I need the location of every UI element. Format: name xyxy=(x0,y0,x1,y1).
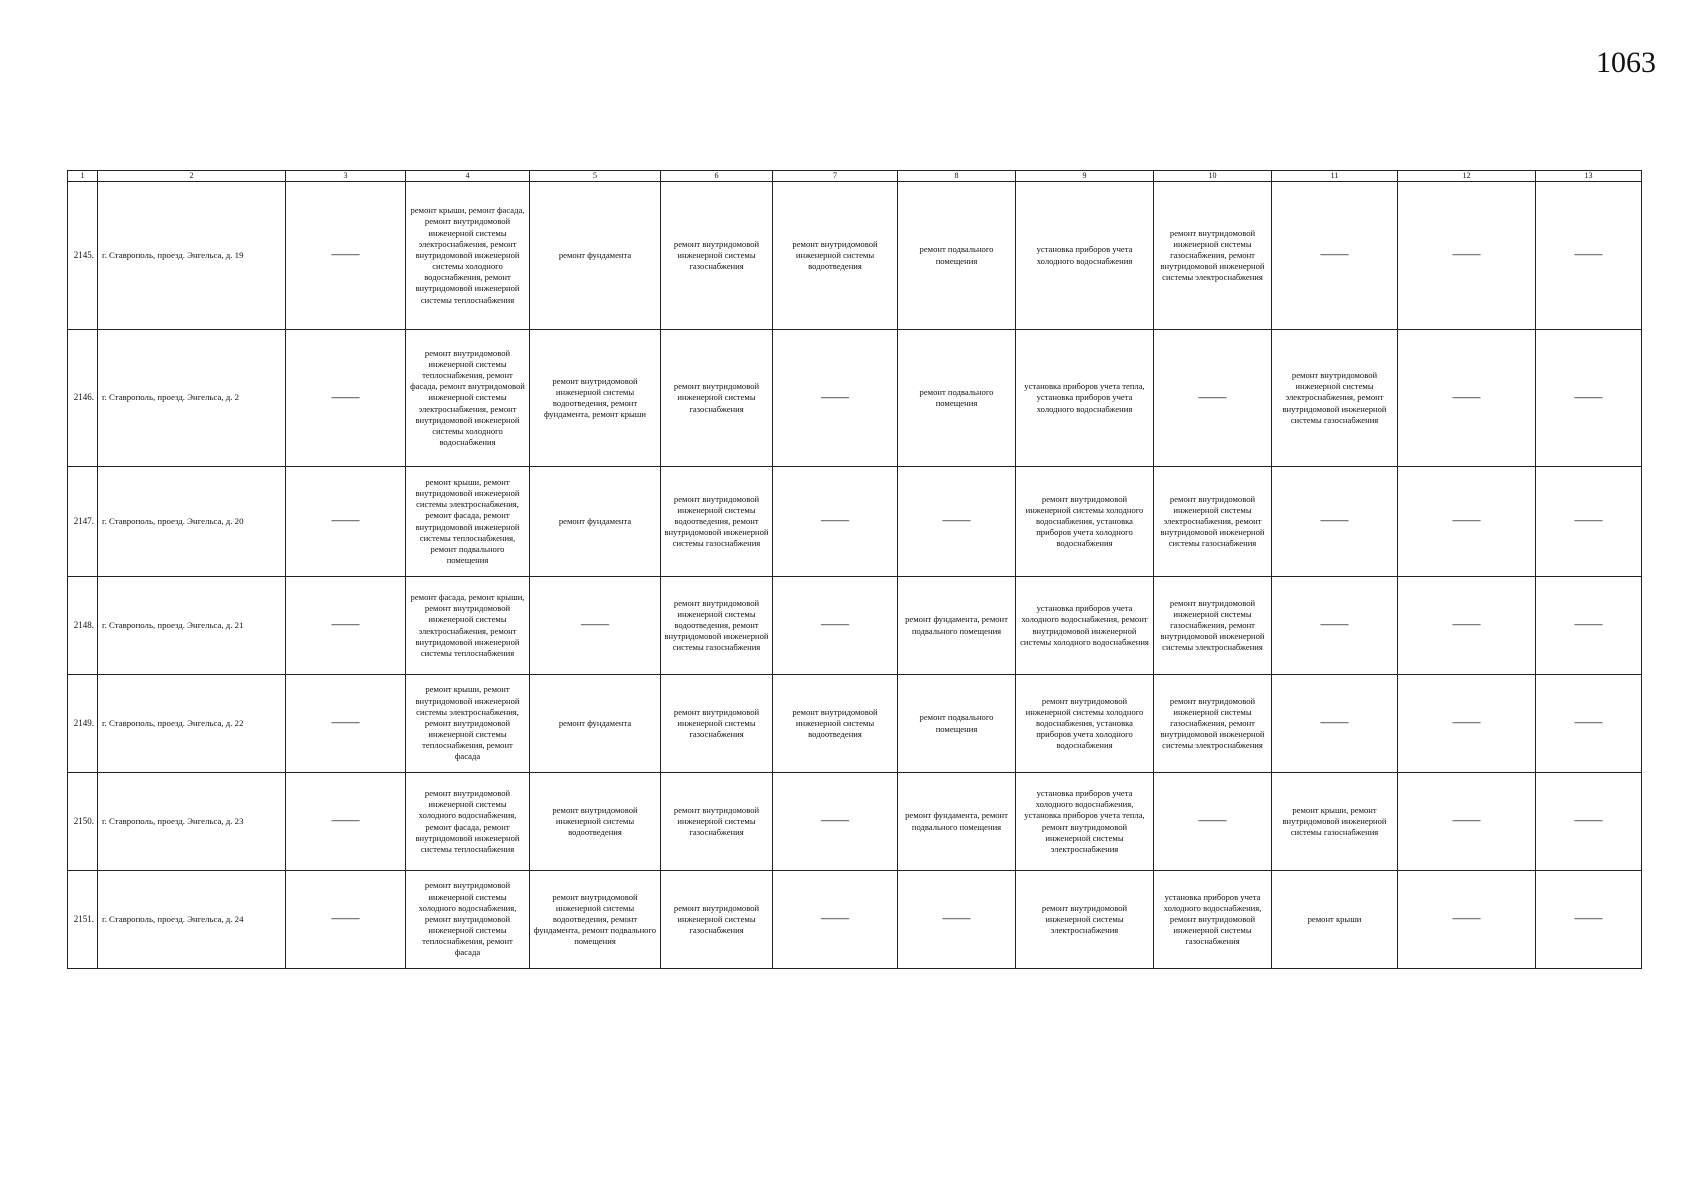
empty-dash-cell: —— xyxy=(1154,773,1272,871)
table-cell: ремонт внутридомовой инженерной системы газоснабжения, ремонт внутридомовой инженерной системы электроснабжения xyxy=(1154,182,1272,330)
table-cell: ремонт фундамента xyxy=(530,675,661,773)
column-header: 12 xyxy=(1398,171,1536,182)
table-cell: установка приборов учета холодного водоснабжения, ремонт внутридомовой инженерной системы холодного водоснабжения xyxy=(1016,577,1154,675)
table-row xyxy=(68,773,1642,871)
empty-dash-cell: —— xyxy=(286,577,406,675)
empty-dash-cell: —— xyxy=(286,330,406,467)
column-header: 8 xyxy=(898,171,1016,182)
table-cell: ремонт внутридомовой инженерной системы электроснабжения, ремонт внутридомовой инженерной системы газоснабжения xyxy=(1154,467,1272,577)
table-cell: ремонт внутридомовой инженерной системы газоснабжения xyxy=(661,871,773,969)
table-cell: ремонт внутридомовой инженерной системы теплоснабжения, ремонт фасада, ремонт внутридомовой инженерной системы электроснабжения, ремонт внутридомовой инженерной системы холодного водоснабжения xyxy=(406,330,530,467)
table-row xyxy=(68,871,1642,969)
table-cell: ремонт внутридомовой инженерной системы газоснабжения xyxy=(661,330,773,467)
empty-dash-cell: —— xyxy=(1398,330,1536,467)
empty-dash-cell: —— xyxy=(1398,675,1536,773)
empty-dash-cell: —— xyxy=(898,467,1016,577)
empty-dash-cell: —— xyxy=(1272,182,1398,330)
row-number-cell: 2149. xyxy=(68,675,98,773)
table-cell: ремонт внутридомовой инженерной системы электроснабжения xyxy=(1016,871,1154,969)
empty-dash-cell: —— xyxy=(1398,577,1536,675)
table-row xyxy=(68,182,1642,330)
table-cell: ремонт внутридомовой инженерной системы холодного водоснабжения, установка приборов учета холодного водоснабжения xyxy=(1016,675,1154,773)
empty-dash-cell: —— xyxy=(773,871,898,969)
empty-dash-cell: —— xyxy=(286,467,406,577)
table-cell: установка приборов учета холодного водоснабжения, ремонт внутридомовой инженерной системы газоснабжения xyxy=(1154,871,1272,969)
table-cell: ремонт фундамента, ремонт подвального помещения xyxy=(898,773,1016,871)
row-number-cell: 2147. xyxy=(68,467,98,577)
empty-dash-cell: —— xyxy=(1398,871,1536,969)
empty-dash-cell: —— xyxy=(898,871,1016,969)
empty-dash-cell: —— xyxy=(286,675,406,773)
table-cell: ремонт внутридомовой инженерной системы водоотведения, ремонт фундамента, ремонт крыши xyxy=(530,330,661,467)
column-header: 10 xyxy=(1154,171,1272,182)
column-header: 9 xyxy=(1016,171,1154,182)
capital-repair-schedule-table xyxy=(67,170,1642,969)
empty-dash-cell: —— xyxy=(1154,330,1272,467)
column-header: 1 xyxy=(68,171,98,182)
empty-dash-cell: —— xyxy=(1536,577,1642,675)
table-row xyxy=(68,330,1642,467)
address-cell: г. Ставрополь, проезд. Энгельса, д. 2 xyxy=(98,330,286,467)
empty-dash-cell: —— xyxy=(1398,773,1536,871)
table-cell: ремонт внутридомовой инженерной системы холодного водоснабжения, ремонт фасада, ремонт внутридомовой инженерной системы теплоснабжения xyxy=(406,773,530,871)
table-cell: ремонт внутридомовой инженерной системы газоснабжения xyxy=(661,773,773,871)
table-cell: ремонт крыши xyxy=(1272,871,1398,969)
address-cell: г. Ставрополь, проезд. Энгельса, д. 20 xyxy=(98,467,286,577)
table-cell: установка приборов учета тепла, установка приборов учета холодного водоснабжения xyxy=(1016,330,1154,467)
table-cell: ремонт внутридомовой инженерной системы электроснабжения, ремонт внутридомовой инженерной системы газоснабжения xyxy=(1272,330,1398,467)
table-row xyxy=(68,467,1642,577)
table-cell: ремонт внутридомовой инженерной системы газоснабжения xyxy=(661,675,773,773)
empty-dash-cell: —— xyxy=(530,577,661,675)
table-cell: ремонт крыши, ремонт внутридомовой инженерной системы электроснабжения, ремонт фасада, ремонт внутридомовой инженерной системы теплоснабжения, ремонт подвального помещения xyxy=(406,467,530,577)
page-number: 1063 xyxy=(1596,46,1656,79)
table-cell: ремонт фундамента, ремонт подвального помещения xyxy=(898,577,1016,675)
table-cell: ремонт фундамента xyxy=(530,182,661,330)
column-header: 5 xyxy=(530,171,661,182)
table-cell: установка приборов учета холодного водоснабжения xyxy=(1016,182,1154,330)
table-cell: ремонт внутридомовой инженерной системы водоотведения xyxy=(530,773,661,871)
column-header: 11 xyxy=(1272,171,1398,182)
row-number-cell: 2148. xyxy=(68,577,98,675)
address-cell: г. Ставрополь, проезд. Энгельса, д. 24 xyxy=(98,871,286,969)
row-number-cell: 2151. xyxy=(68,871,98,969)
address-cell: г. Ставрополь, проезд. Энгельса, д. 23 xyxy=(98,773,286,871)
address-cell: г. Ставрополь, проезд. Энгельса, д. 19 xyxy=(98,182,286,330)
address-cell: г. Ставрополь, проезд. Энгельса, д. 21 xyxy=(98,577,286,675)
empty-dash-cell: —— xyxy=(1536,330,1642,467)
empty-dash-cell: —— xyxy=(773,577,898,675)
table-cell: ремонт фасада, ремонт крыши, ремонт внутридомовой инженерной системы электроснабжения, ремонт внутридомовой инженерной системы теплоснабжения xyxy=(406,577,530,675)
empty-dash-cell: —— xyxy=(1536,182,1642,330)
empty-dash-cell: —— xyxy=(1536,675,1642,773)
table-cell: ремонт подвального помещения xyxy=(898,182,1016,330)
empty-dash-cell: —— xyxy=(773,773,898,871)
table-row xyxy=(68,675,1642,773)
table-cell: ремонт внутридомовой инженерной системы холодного водоснабжения, ремонт внутридомовой инженерной системы теплоснабжения, ремонт фасада xyxy=(406,871,530,969)
column-header: 7 xyxy=(773,171,898,182)
empty-dash-cell: —— xyxy=(1536,773,1642,871)
table-row xyxy=(68,577,1642,675)
table-cell: ремонт подвального помещения xyxy=(898,330,1016,467)
empty-dash-cell: —— xyxy=(1536,467,1642,577)
row-number-cell: 2150. xyxy=(68,773,98,871)
table-cell: ремонт внутридомовой инженерной системы водоотведения, ремонт внутридомовой инженерной системы газоснабжения xyxy=(661,577,773,675)
empty-dash-cell: —— xyxy=(286,871,406,969)
column-number-row xyxy=(68,171,1642,182)
table-cell: ремонт подвального помещения xyxy=(898,675,1016,773)
table-cell: ремонт внутридомовой инженерной системы водоотведения, ремонт внутридомовой инженерной системы газоснабжения xyxy=(661,467,773,577)
column-header: 2 xyxy=(98,171,286,182)
table-cell: ремонт крыши, ремонт внутридомовой инженерной системы электроснабжения, ремонт внутридомовой инженерной системы теплоснабжения, ремонт фасада xyxy=(406,675,530,773)
row-number-cell: 2146. xyxy=(68,330,98,467)
empty-dash-cell: —— xyxy=(1272,675,1398,773)
table-cell: ремонт внутридомовой инженерной системы водоотведения xyxy=(773,182,898,330)
row-number-cell: 2145. xyxy=(68,182,98,330)
table-cell: ремонт внутридомовой инженерной системы газоснабжения, ремонт внутридомовой инженерной системы электроснабжения xyxy=(1154,577,1272,675)
table-cell: ремонт фундамента xyxy=(530,467,661,577)
column-header: 6 xyxy=(661,171,773,182)
empty-dash-cell: —— xyxy=(286,773,406,871)
table-cell: ремонт крыши, ремонт внутридомовой инженерной системы газоснабжения xyxy=(1272,773,1398,871)
address-cell: г. Ставрополь, проезд. Энгельса, д. 22 xyxy=(98,675,286,773)
empty-dash-cell: —— xyxy=(1272,467,1398,577)
column-header: 13 xyxy=(1536,171,1642,182)
table-cell: установка приборов учета холодного водоснабжения, установка приборов учета тепла, ремонт внутридомовой инженерной системы электроснабжения xyxy=(1016,773,1154,871)
table-cell: ремонт внутридомовой инженерной системы газоснабжения xyxy=(661,182,773,330)
table-cell: ремонт внутридомовой инженерной системы холодного водоснабжения, установка приборов учета холодного водоснабжения xyxy=(1016,467,1154,577)
empty-dash-cell: —— xyxy=(1398,182,1536,330)
table-cell: ремонт крыши, ремонт фасада, ремонт внутридомовой инженерной системы электроснабжения, ремонт внутридомовой инженерной системы холодного водоснабжения, ремонт внутридомовой инженерной системы теплоснабжения xyxy=(406,182,530,330)
table-cell: ремонт внутридомовой инженерной системы водоотведения, ремонт фундамента, ремонт подвального помещения xyxy=(530,871,661,969)
column-header: 4 xyxy=(406,171,530,182)
table-cell: ремонт внутридомовой инженерной системы газоснабжения, ремонт внутридомовой инженерной системы электроснабжения xyxy=(1154,675,1272,773)
empty-dash-cell: —— xyxy=(773,467,898,577)
empty-dash-cell: —— xyxy=(286,182,406,330)
empty-dash-cell: —— xyxy=(1536,871,1642,969)
column-header: 3 xyxy=(286,171,406,182)
empty-dash-cell: —— xyxy=(773,330,898,467)
empty-dash-cell: —— xyxy=(1272,577,1398,675)
table-cell: ремонт внутридомовой инженерной системы водоотведения xyxy=(773,675,898,773)
empty-dash-cell: —— xyxy=(1398,467,1536,577)
